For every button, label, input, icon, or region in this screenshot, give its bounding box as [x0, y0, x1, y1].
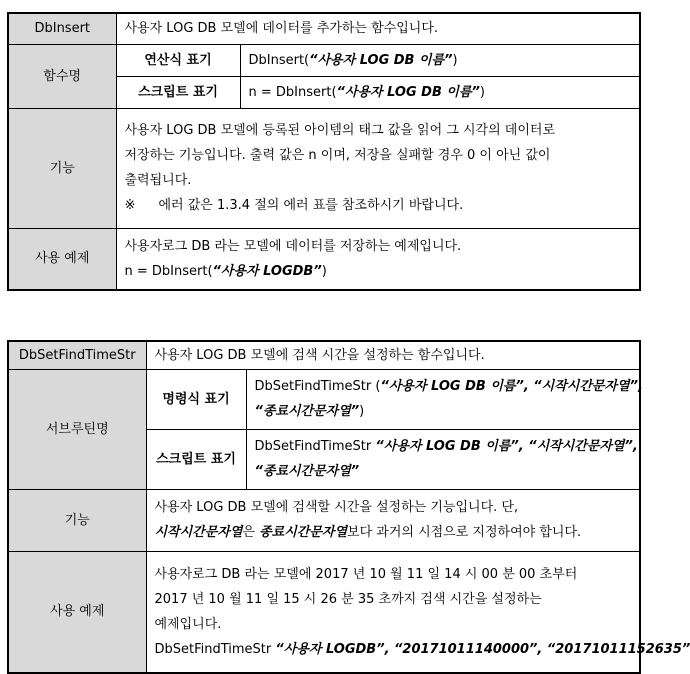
example-suffix: ) — [321, 263, 327, 279]
dbsetfind-function-label — [8, 489, 146, 551]
dbsetfind-function-desc — [146, 489, 640, 551]
script-label-text: 스크립트 표기 — [138, 84, 218, 100]
dbinsert-script-syntax — [240, 76, 640, 108]
note-mark-icon: ※ — [124, 198, 136, 213]
script-suffix: ) — [479, 84, 485, 100]
error-note — [125, 193, 632, 218]
end-time-string: 종료시간문자열 — [259, 525, 348, 540]
dbinsert-name-cell — [8, 13, 116, 44]
function-line-1: 사용자 LOG DB 모델에 등록된 아이템의 태그 값을 읽어 그 시각의 데이터로 — [124, 123, 556, 138]
op-suffix: ) — [452, 52, 458, 68]
example-line-1: 사용자로그 DB 라는 모델에 2017 년 10 월 11 일 14 시 00 분 00 초부터 — [154, 566, 578, 582]
start-time-string: 시작시간문자열 — [154, 525, 243, 540]
script-args-1: “사용자 LOG DB 이름”, “시작시간문자열”, — [375, 439, 638, 454]
dbinsert-description-cell — [116, 13, 640, 44]
dbinsert-op-label — [116, 44, 240, 76]
op-arg: “사용자 LOG DB 이름” — [309, 52, 453, 68]
cmd-args-1: “사용자 LOG DB 이름”, “시작시간문자열”, — [380, 379, 643, 394]
dbsetfind-name-cell — [8, 341, 146, 369]
dbsetfind-name: DbSetFindTimeStr — [18, 347, 136, 363]
example-prefix: DbSetFindTimeStr — [154, 641, 276, 657]
dbsetfind-description: 사용자 LOG DB 모델에 검색 시간을 설정하는 함수입니다. — [154, 347, 485, 363]
cmd-prefix: DbSetFindTimeStr ( — [254, 379, 381, 394]
script-arg: “사용자 LOG DB 이름” — [336, 84, 480, 100]
dbinsert-function-name-label — [8, 44, 116, 108]
function-name-label-text: 함수명 — [43, 68, 82, 84]
cmd-syntax-line-1 — [254, 374, 643, 399]
dbinsert-function-label — [8, 108, 116, 228]
dbinsert-name: DbInsert — [34, 21, 91, 37]
dbinsert-example — [116, 228, 640, 290]
dbsetfind-cmd-syntax — [246, 369, 643, 429]
function-line-1: 사용자 LOG DB 모델에 검색할 시간을 설정하는 기능입니다. 단, — [154, 500, 519, 515]
dbinsert-example-label — [8, 228, 116, 290]
dbinsert-description: 사용자 LOG DB 모델에 데이터를 추가하는 함수입니다. — [124, 21, 439, 37]
dbsetfind-subroutine-label — [8, 369, 146, 489]
dbinsert-op-syntax — [240, 44, 640, 76]
example-label-text: 사용 예제 — [35, 251, 90, 267]
cmd-syntax-line-2 — [255, 399, 632, 424]
subroutine-label-text: 서브루틴명 — [45, 421, 109, 437]
dbinsert-function-desc — [116, 108, 640, 228]
cmd-suffix: ) — [359, 404, 365, 419]
op-label-text: 연산식 표기 — [144, 52, 212, 68]
dbsetfind-example — [146, 551, 690, 673]
script-prefix: DbSetFindTimeStr — [254, 439, 376, 454]
script-label-text: 스크립트 표기 — [156, 451, 236, 467]
function-line-2: 저장하는 기능입니다. 출력 값은 n 이며, 저장을 실패할 경우 0 이 아닌 값이 — [124, 148, 551, 163]
cmd-args-2: “종료시간문자열” — [254, 404, 360, 419]
script-prefix: n = DbInsert( — [248, 84, 337, 100]
example-prefix: n = DbInsert( — [124, 263, 213, 279]
example-label-text: 사용 예제 — [50, 604, 105, 620]
dbsetfind-description-cell — [146, 341, 640, 369]
example-line-2: 2017 년 10 월 11 일 15 시 26 분 35 초까지 검색 시간을 설정하는 — [154, 591, 542, 607]
dbsetfind-example-label — [8, 551, 146, 673]
cmd-label-text: 명령식 표기 — [162, 391, 230, 407]
dbinsert-script-label — [116, 76, 240, 108]
function-mid: 은 — [242, 525, 260, 540]
script-syntax-line-1 — [254, 434, 638, 459]
dbinsert-table — [7, 12, 641, 291]
example-args: “사용자 LOGDB”, “20171011140000”, “20171011152635” — [275, 641, 690, 657]
example-arg: “사용자 LOGDB” — [212, 263, 322, 279]
script-args-2: “종료시간문자열” — [254, 464, 360, 479]
note-text: 에러 값은 1.3.4 절의 에러 표를 참조하시기 바랍니다. — [158, 198, 464, 213]
dbsetfindtimestr-table — [7, 340, 690, 674]
function-line-2 — [155, 520, 632, 545]
example-code — [125, 259, 632, 284]
example-code — [154, 637, 690, 662]
function-label-text: 기능 — [64, 512, 90, 528]
example-line-1: 사용자로그 DB 라는 모델에 데이터를 저장하는 예제입니다. — [124, 238, 462, 254]
script-syntax-line-2 — [255, 459, 632, 484]
function-tail: 보다 과거의 시점으로 지정하여야 합니다. — [347, 525, 582, 540]
function-label-text: 기능 — [49, 160, 75, 176]
dbsetfind-script-syntax — [246, 429, 640, 489]
dbsetfind-script-label — [146, 429, 246, 489]
example-line-3: 예제입니다. — [154, 616, 222, 632]
op-prefix: DbInsert( — [248, 52, 310, 68]
function-line-3: 출력됩니다. — [124, 173, 192, 188]
dbsetfind-cmd-label — [146, 369, 246, 429]
